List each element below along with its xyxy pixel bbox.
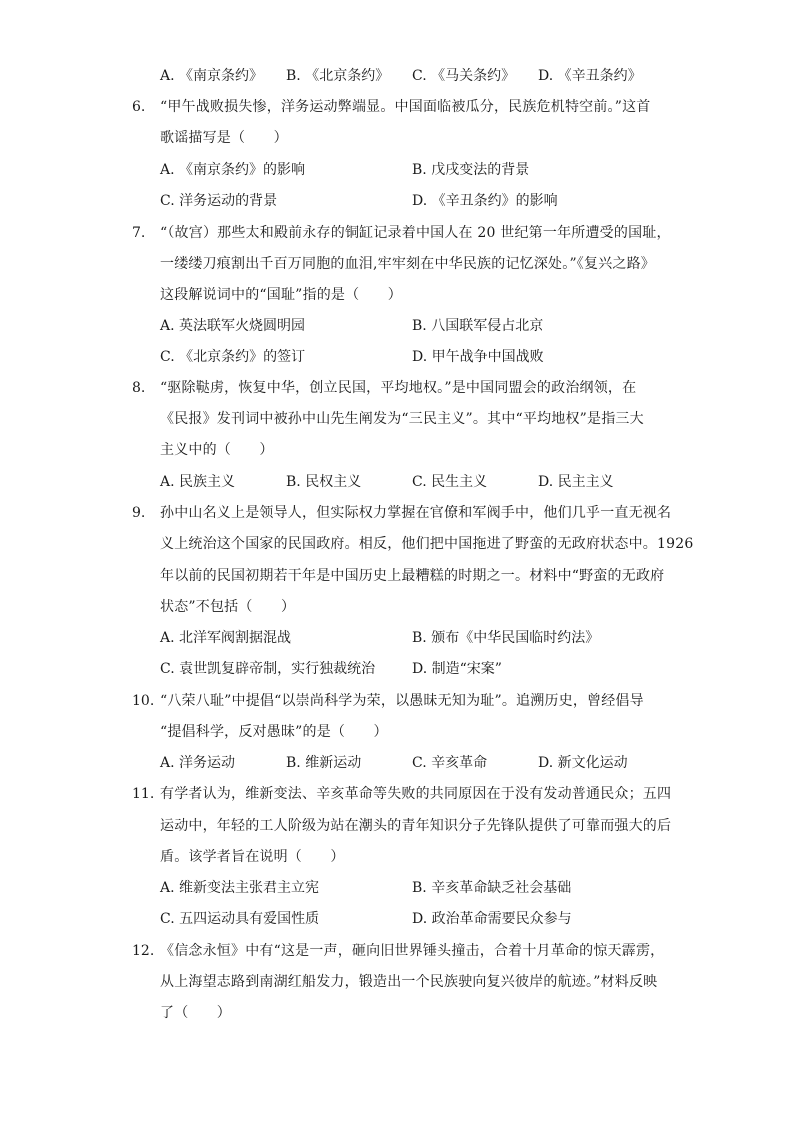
q6-option-d: D. 《辛丑条约》的影响 [412, 193, 558, 209]
q11-option-d: D. 政治革命需要民众参与 [412, 911, 572, 927]
q12-stem-line: 从上海望志路到南湖红船发力，锻造出一个民族驶向复兴彼岸的航迹。”材料反映 [160, 974, 658, 990]
q9-option-d: D. 制造“宋案” [412, 661, 502, 677]
q7-stem-line: “（故宫）那些太和殿前永存的铜缸记录着中国人在 20 世纪第一年所遭受的国耻， [160, 225, 671, 241]
q11-option-c: C. 五四运动具有爱国性质 [160, 911, 320, 927]
q5-option-c: C. 《马关条约》 [412, 68, 516, 84]
q10-option-d: D. 新文化运动 [538, 755, 628, 771]
q6-option-c: C. 洋务运动的背景 [160, 193, 278, 209]
q6-option-a: A. 《南京条约》的影响 [160, 162, 306, 178]
q7-stem-line: 一缕缕刀痕割出千百万同胞的血泪,牢牢刻在中华民族的记忆深处。”《复兴之路》 [160, 256, 656, 272]
q6-stem-line: 歌谣描写是（ ） [160, 130, 288, 146]
q11-number: 11. [132, 786, 155, 802]
q10-stem-line: “八荣八耻”中提倡“以崇尚科学为荣，以愚昧无知为耻”。追溯历史，曾经倡导 [160, 693, 644, 709]
q11-stem-line: 盾。该学者旨在说明（ ） [160, 849, 345, 865]
q7-option-c: C. 《北京条约》的签订 [160, 349, 306, 365]
q6-option-b: B. 戊戌变法的背景 [412, 162, 530, 178]
q9-stem-line: 义上统治这个国家的民国政府。相反，他们把中国拖进了野蛮的无政府状态中。1926 [160, 536, 694, 552]
q8-stem-line: 主义中的（ ） [160, 442, 274, 458]
q8-option-d: D. 民主主义 [538, 474, 614, 490]
q6-number: 6. [132, 99, 146, 115]
q5-option-d: D. 《辛丑条约》 [538, 68, 642, 84]
q9-option-a: A. 北洋军阀割据混战 [160, 630, 292, 646]
q8-number: 8. [132, 380, 146, 396]
q9-option-b: B. 颁布《中华民国临时约法》 [412, 630, 600, 646]
q9-stem-line: 年以前的民国初期若干年是中国历史上最糟糕的时期之一。材料中“野蛮的无政府 [160, 568, 665, 584]
q10-option-c: C. 辛亥革命 [412, 755, 488, 771]
q7-option-d: D. 甲午战争中国战败 [412, 349, 544, 365]
q9-option-c: C. 袁世凯复辟帝制，实行独裁统治 [160, 661, 376, 677]
q7-option-b: B. 八国联军侵占北京 [412, 318, 544, 334]
q11-stem-line: 有学者认为，维新变法、辛亥革命等失败的共同原因在于没有发动普通民众；五四 [160, 786, 672, 802]
q11-stem-line: 运动中，年轻的工人阶级为站在潮头的青年知识分子先锋队提供了可靠而强大的后 [160, 818, 672, 834]
q10-option-b: B. 维新运动 [286, 755, 362, 771]
q8-option-c: C. 民生主义 [412, 474, 488, 490]
q12-stem-line: 了（ ） [160, 1005, 231, 1021]
q6-stem-line: “甲午战败损失惨，洋务运动弊端显。中国面临被瓜分，民族危机特空前。”这首 [160, 99, 651, 115]
q9-stem-line: 孙中山名义上是领导人，但实际权力掌握在官僚和军阀手中，他们几乎一直无视名 [160, 505, 672, 521]
q9-stem-line: 状态”不包括（ ） [160, 599, 296, 615]
q5-option-b: B. 《北京条约》 [286, 68, 390, 84]
q12-stem-line: 《信念永恒》中有“这是一声，砸向旧世界锤头撞击，合着十月革命的惊天霹雳， [160, 943, 665, 959]
q5-option-a: A. 《南京条约》 [160, 68, 264, 84]
q7-number: 7. [132, 225, 146, 241]
q12-number: 12. [132, 943, 155, 959]
q7-option-a: A. 英法联军火烧圆明园 [160, 318, 306, 334]
q11-option-b: B. 辛亥革命缺乏社会基础 [412, 880, 572, 896]
q10-number: 10. [132, 693, 155, 709]
q8-option-a: A. 民族主义 [160, 474, 236, 490]
q10-stem-line: “提倡科学，反对愚昧”的是（ ） [160, 724, 388, 740]
q8-stem-line: “驱除鞑虏，恢复中华，创立民国，平均地权。”是中国同盟会的政治纲领，在 [160, 380, 637, 396]
q11-option-a: A. 维新变法主张君主立宪 [160, 880, 320, 896]
q10-option-a: A. 洋务运动 [160, 755, 236, 771]
q9-number: 9. [132, 505, 146, 521]
q7-stem-line: 这段解说词中的“国耻”指的是（ ） [160, 287, 402, 303]
q8-stem-line: 《民报》发刊词中被孙中山先生阐发为“三民主义”。其中“平均地权”是指三大 [160, 411, 644, 427]
q8-option-b: B. 民权主义 [286, 474, 362, 490]
